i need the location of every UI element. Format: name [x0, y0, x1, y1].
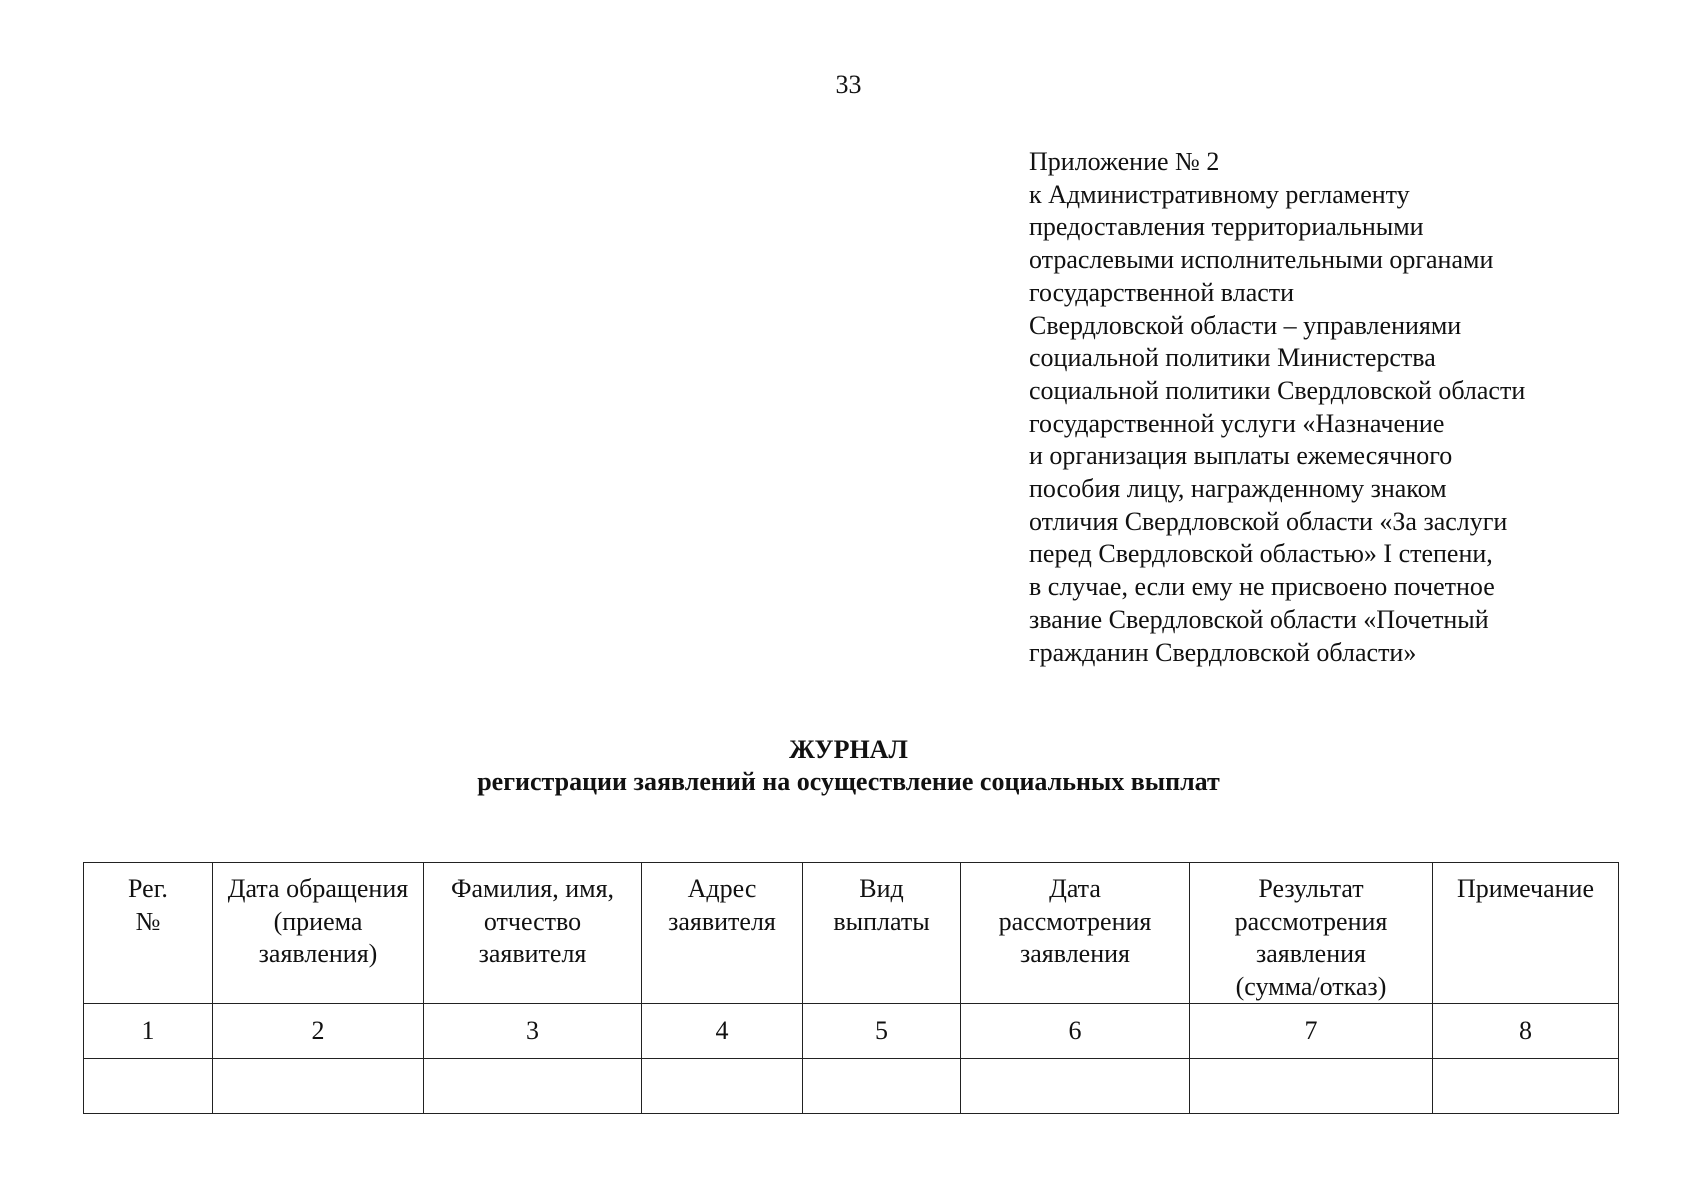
- column-number-row: [84, 1004, 1619, 1059]
- header-note: Примечание: [1433, 863, 1619, 1004]
- appendix-line: государственной власти: [1029, 277, 1295, 307]
- column-number: 7: [1190, 1004, 1433, 1059]
- appendix-line: к Административному регламенту: [1029, 179, 1410, 209]
- header-row: [84, 863, 1619, 1004]
- column-number: 6: [961, 1004, 1190, 1059]
- appendix-line: звание Свердловской области «Почетный: [1029, 604, 1489, 634]
- appendix-line: и организация выплаты ежемесячного: [1029, 441, 1453, 471]
- appendix-line: социальной политики Министерства: [1029, 343, 1436, 373]
- column-number: 2: [213, 1004, 424, 1059]
- page-number: 33: [835, 70, 862, 99]
- document-title: ЖУРНАЛ: [789, 735, 908, 764]
- appendix-header: [1029, 146, 1649, 669]
- column-number: 3: [424, 1004, 642, 1059]
- table-cell: [424, 1059, 642, 1114]
- appendix-line: отраслевыми исполнительными органами: [1029, 245, 1494, 275]
- appendix-line: отличия Свердловской области «За заслуги: [1029, 506, 1508, 536]
- header-request-date: Дата обращения (приема заявления): [213, 863, 424, 1004]
- table-row: [84, 1059, 1619, 1114]
- column-number: 4: [642, 1004, 803, 1059]
- table-cell: [1190, 1059, 1433, 1114]
- column-number: 8: [1433, 1004, 1619, 1059]
- appendix-line: государственной услуги «Назначение: [1029, 408, 1445, 438]
- appendix-line: Свердловской области – управлениями: [1029, 310, 1462, 340]
- header-reg-number: Рег. №: [84, 863, 213, 1004]
- table-cell: [803, 1059, 961, 1114]
- appendix-line: Приложение № 2: [1029, 147, 1220, 176]
- header-applicant-name: Фамилия, имя, отчество заявителя: [424, 863, 642, 1004]
- column-number: 1: [84, 1004, 213, 1059]
- document-subtitle: регистрации заявлений на осуществление социальных выплат: [477, 767, 1220, 796]
- header-review-date: Дата рассмотрения заявления: [961, 863, 1190, 1004]
- appendix-line: в случае, если ему не присвоено почетное: [1029, 572, 1495, 602]
- table-cell: [84, 1059, 213, 1114]
- header-applicant-address: Адрес заявителя: [642, 863, 803, 1004]
- appendix-line: предоставления территориальными: [1029, 212, 1424, 242]
- table-cell: [1433, 1059, 1619, 1114]
- table-cell: [213, 1059, 424, 1114]
- table-cell: [961, 1059, 1190, 1114]
- header-payment-type: Вид выплаты: [803, 863, 961, 1004]
- appendix-line: пособия лицу, награжденному знаком: [1029, 474, 1447, 504]
- appendix-line: гражданин Свердловской области»: [1029, 637, 1417, 667]
- registration-journal-table: [83, 862, 1619, 1114]
- header-review-result: Результат рассмотрения заявления (сумма/отказ): [1190, 863, 1433, 1004]
- appendix-line: перед Свердловской областью» I степени,: [1029, 539, 1493, 569]
- column-number: 5: [803, 1004, 961, 1059]
- table-cell: [642, 1059, 803, 1114]
- appendix-line: социальной политики Свердловской области: [1029, 375, 1526, 405]
